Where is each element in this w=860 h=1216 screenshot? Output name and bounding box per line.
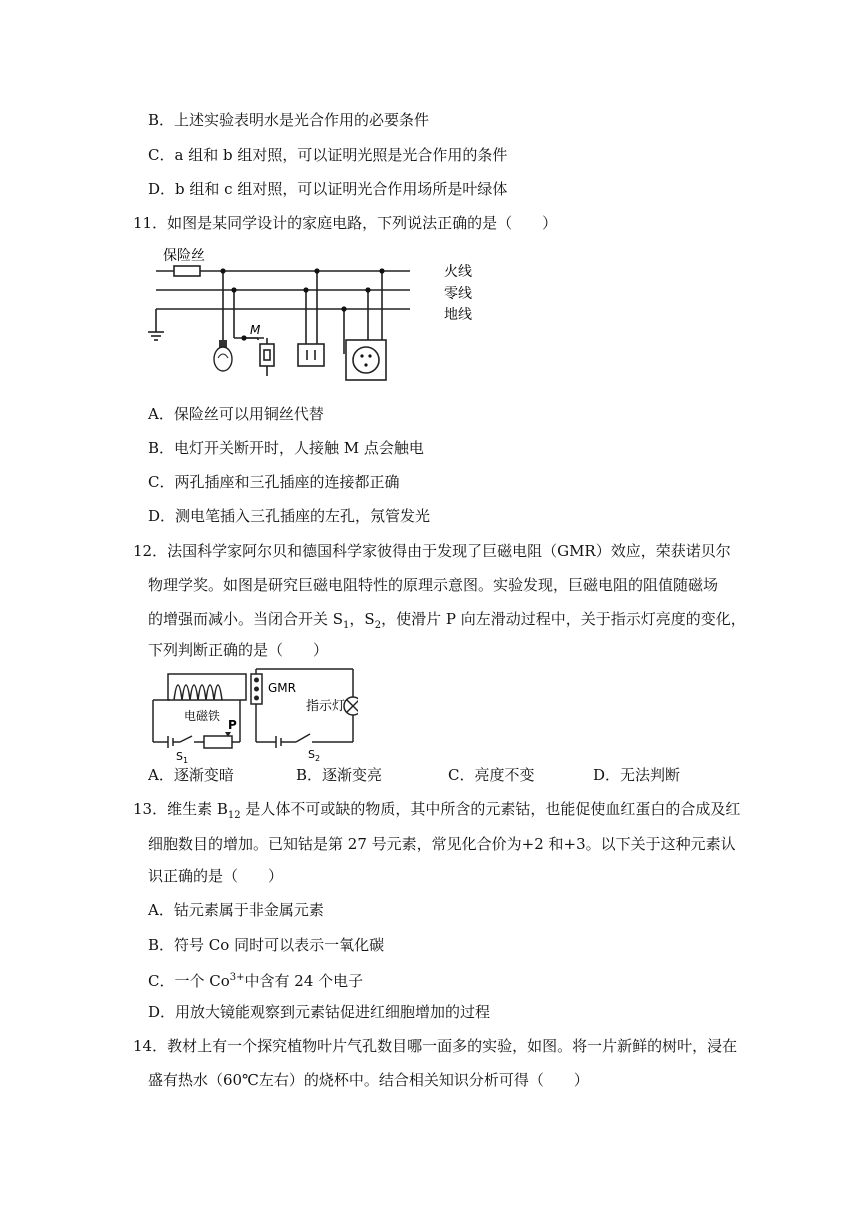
q11-option-c: C．两孔插座和三孔插座的连接都正确 — [148, 473, 400, 491]
q14-stem-line2: 盛有热水（60℃左右）的烧杯中。结合相关知识分析可得（ ） — [148, 1071, 589, 1089]
q12-stem-line1: 12．法国科学家阿尔贝和德国科学家彼得由于发现了巨磁电阻（GMR）效应，荣获诺贝尔 — [133, 542, 731, 560]
q12-option-d: D．无法判断 — [593, 766, 681, 784]
q13-option-d: D．用放大镜能观察到元素钴促进红细胞增加的过程 — [148, 1003, 491, 1021]
fuse-label: 保险丝 — [163, 248, 205, 264]
q12-option-b: B．逐渐变亮 — [296, 766, 383, 784]
q13-stem-line1: 13．维生素 $B_{12}$ 是人体不可或缺的物质，其中所含的元素钴，也能促使血红蛋白的合成及红 — [133, 800, 741, 821]
q13-option-c: C．一个 $Co^{3+}$中含有 24 个电子 — [148, 972, 364, 990]
point-m-label: M — [250, 323, 261, 337]
q10-option-b: B．上述实验表明水是光合作用的必要条件 — [148, 111, 430, 129]
q12-stem-line2: 物理学奖。如图是研究巨磁电阻特性的原理示意图。实验发现，巨磁电阻的阻值随磁场 — [148, 576, 719, 594]
electromagnet-label: 电磁铁 — [184, 709, 221, 723]
neutral-wire-label: 零线 — [444, 286, 472, 302]
q12-stem-line4: 下列判断正确的是（ ） — [148, 641, 329, 659]
q14-stem-line1: 14．教材上有一个探究植物叶片气孔数目哪一面多的实验，如图。将一片新鲜的树叶，浸在 — [133, 1037, 738, 1055]
slider-p-label: P — [228, 718, 237, 732]
q13-option-a: A．钴元素属于非金属元素 — [148, 901, 324, 919]
switch-s2-label: $S_2$ — [308, 748, 321, 763]
q11-option-b: B．电灯开关断开时，人接触 M 点会触电 — [148, 439, 424, 457]
gmr-circuit-diagram — [148, 664, 358, 764]
q10-option-d: D．b 组和 c 组对照，可以证明光合作用场所是叶绿体 — [148, 180, 508, 198]
gmr-label: GMR — [268, 681, 296, 695]
q10-option-c: C．a 组和 b 组对照，可以证明光照是光合作用的条件 — [148, 146, 508, 164]
live-wire-label: 火线 — [444, 264, 472, 280]
q12-option-c: C．亮度不变 — [448, 766, 535, 784]
ground-wire-label: 地线 — [444, 307, 472, 323]
q12-option-a: A．逐渐变暗 — [148, 766, 234, 784]
q13-option-b: B．符号 Co 同时可以表示一氧化碳 — [148, 936, 385, 954]
q13-stem-line2: 细胞数目的增加。已知钴是第 27 号元素，常见化合价为+2 和+3。以下关于这种元素认 — [148, 835, 736, 853]
bulb-icon — [214, 340, 232, 371]
indicator-lamp-label: 指示灯 — [306, 699, 346, 714]
q11-option-a: A．保险丝可以用铜丝代替 — [148, 405, 324, 423]
q11-stem: 11．如图是某同学设计的家庭电路，下列说法正确的是（ ） — [133, 214, 558, 232]
q13-stem-line3: 识正确的是（ ） — [148, 867, 284, 885]
q12-stem-line3: 的增强而减小。当闭合开关 $S_1$，$S_2$，使滑片 P 向左滑动过程中，关于指示灯亮度的变化， — [148, 610, 746, 631]
switch-s1-label: $S_1$ — [176, 750, 189, 764]
household-circuit-diagram — [148, 244, 488, 384]
q11-option-d: D．测电笔插入三孔插座的左孔，氖管发光 — [148, 507, 431, 525]
